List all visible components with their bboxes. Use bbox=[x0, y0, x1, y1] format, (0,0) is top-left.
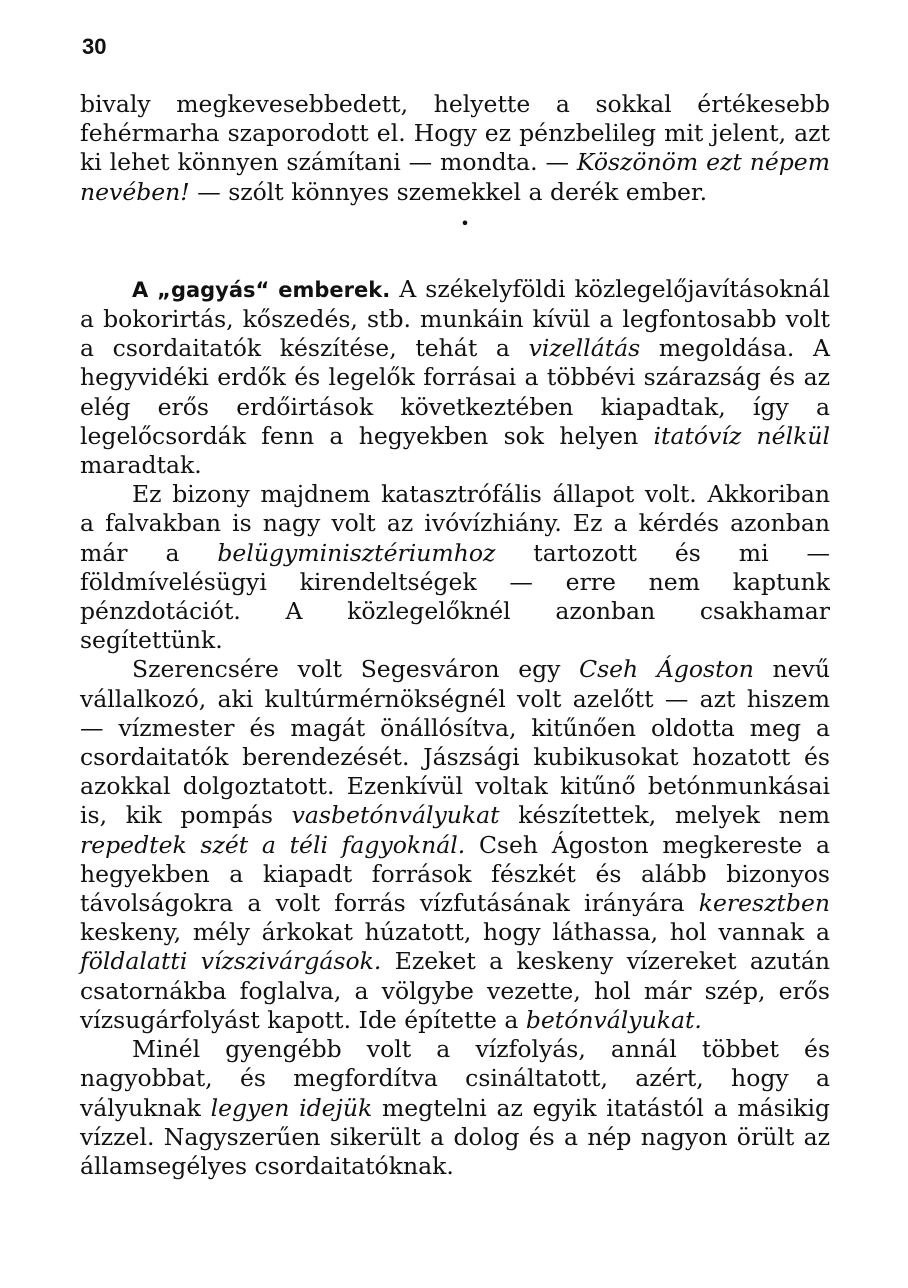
text-run: megoldása. A hegyvidéki erdők és legelők forrásai a többévi szárazság és az elég erős erdőirtások következtében kiapadtak, így a legelőcsordák fenn a hegyekben sok helyen bbox=[80, 334, 830, 450]
text-run: Ezeket a keskeny vízereket azután csatornákba foglalva, a völgybe vezette, hol már szép, erős vízsugárfolyást kapott. Ide építette a bbox=[80, 947, 831, 1034]
text-run: — szólt könnyes szemekkel a derék ember. bbox=[189, 177, 708, 206]
text-run: nevű vállalkozó, aki kultúrmérnökségnél volt azelőtt — azt hiszem — vízmester és magát önállósítva, kitűnően oldotta meg a csordaitatók berendezését. Jászsági kubikusokat hozatott és azokkal dolgoztatott. Ezenkívül voltak kitűnő betónmunkásai is, kik pompás bbox=[80, 655, 830, 830]
paragraph bbox=[80, 480, 830, 655]
emphasized-text: itatóvíz nélkül bbox=[653, 421, 830, 450]
emphasized-text: földalatti vízszivárgások. bbox=[80, 947, 382, 976]
text-run: Minél gyengébb volt a vízfolyás, annál többet és nagyobbat, és megfordítva csináltatott, azért, hogy a vályuknak bbox=[80, 1035, 830, 1122]
section-separator: • bbox=[460, 213, 470, 233]
text-run: maradtak. bbox=[80, 451, 202, 480]
paragraph bbox=[80, 655, 830, 1035]
text-run: tartozott és mi — földmívelésügyi kirendeltségek — erre nem kaptunk pénzdotációt. A közlegelőknél azonban csakhamar segítettünk. bbox=[80, 538, 830, 655]
emphasized-text: Cseh Ágoston bbox=[579, 655, 754, 684]
text-run: Cseh Ágoston megkereste a hegyekben a kiapadt források fészkét és alább bizonyos távolságokra a volt forrás vízfutásának irányára bbox=[80, 830, 831, 918]
emphasized-text: legyen idejük bbox=[210, 1093, 373, 1122]
text-run: Ez bizony majdnem katasztrófális állapot volt. Akkoriban a falvakban is nagy volt az ivóvízhiány. Ez a kérdés azonban már a bbox=[80, 480, 830, 567]
emphasized-text: betónvályukat. bbox=[525, 1005, 702, 1034]
paragraph bbox=[80, 275, 830, 480]
emphasized-text: repedtek szét a téli fagyoknál. bbox=[80, 830, 466, 859]
text-run: megtelni az egyik itatástól a másikig vízzel. Nagyszerűen sikerült a dolog és a nép nagyon örült az államsegélyes csordaitatóknak. bbox=[80, 1093, 831, 1180]
emphasized-text: vasbetónvályukat bbox=[291, 801, 500, 830]
page-number: 30 bbox=[82, 34, 107, 59]
section-heading: A „gagyás“ emberek. bbox=[132, 277, 391, 302]
text-run: keskeny, mély árkokat húzatott, hogy láthassa, hol vannak a bbox=[80, 918, 830, 947]
emphasized-text: belügyminisztériumhoz bbox=[217, 538, 496, 567]
paragraph bbox=[80, 90, 830, 207]
emphasized-text: keresztben bbox=[698, 889, 830, 918]
text-run: Szerencsére volt Segesváron egy bbox=[132, 655, 580, 684]
text-run: bivaly megkevesebbedett, helyette a sokkal értékesebb fehérmarha szaporodott el. Hogy ez pénzbelileg mit jelent, azt ki lehet könnyen számítani — mondta. — bbox=[80, 90, 830, 177]
text-run: készítettek, melyek nem bbox=[499, 801, 830, 830]
body-text bbox=[80, 90, 830, 1181]
text-run: A székelyföldi közlegelőjavításoknál a bokorirtás, kőszedés, stb. munkáin kívül a legfontosabb volt a csordaitatók készítése, tehát a bbox=[80, 274, 830, 363]
paragraph bbox=[80, 1035, 830, 1181]
emphasized-text: Köszönöm ezt népem nevében! bbox=[80, 148, 830, 206]
emphasized-text: vizellátás bbox=[528, 334, 641, 363]
